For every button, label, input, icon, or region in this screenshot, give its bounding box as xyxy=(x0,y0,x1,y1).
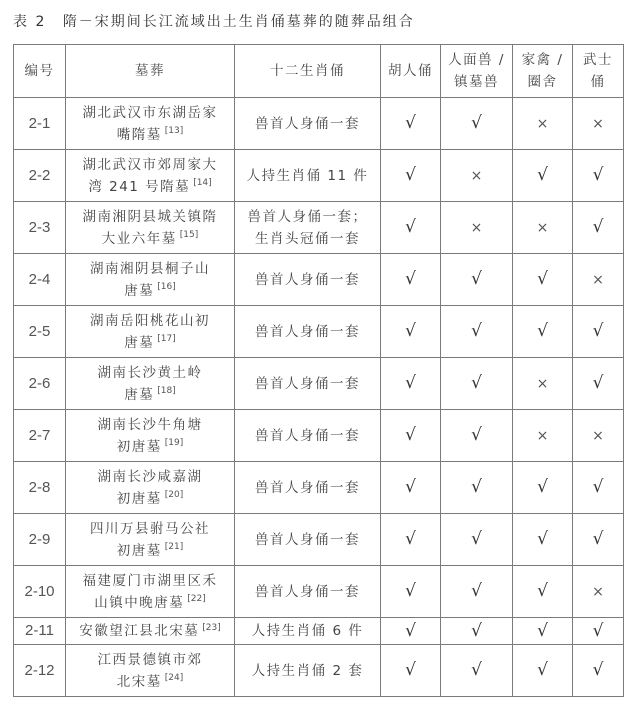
tomb-cell xyxy=(66,98,235,150)
tomb-cell xyxy=(66,358,235,410)
zodiac-cell xyxy=(235,462,381,514)
zodiac-cell xyxy=(235,514,381,566)
check-icon: √ xyxy=(471,529,482,549)
check-icon: √ xyxy=(537,529,548,549)
check-icon: √ xyxy=(537,269,548,289)
header-zodiac: 十二生肖俑 xyxy=(235,45,381,98)
zodiac-cell xyxy=(235,618,381,645)
check-icon: √ xyxy=(592,620,604,641)
check-icon: √ xyxy=(405,477,416,497)
check-icon: √ xyxy=(471,477,482,497)
hu-cell xyxy=(381,410,441,462)
tomb-line1: 湖北武汉市东湖岳家 xyxy=(82,104,218,121)
zodiac-line1: 兽首人身俑一套 xyxy=(255,479,360,496)
reference-citation: [15] xyxy=(179,230,199,240)
table-title: 隋－宋期间长江流域出土生肖俑墓葬的随葬品组合 xyxy=(62,14,415,30)
row-id: 2-4 xyxy=(14,254,66,306)
reference-citation: [16] xyxy=(157,282,176,292)
poultry-cell xyxy=(513,514,573,566)
poultry-cell xyxy=(513,462,573,514)
warrior-cell xyxy=(573,150,624,202)
tomb-cell xyxy=(66,254,235,306)
header-beast-line2: 镇墓兽 xyxy=(454,74,499,90)
zodiac-cell xyxy=(235,254,381,306)
check-icon: √ xyxy=(471,113,482,133)
beast-cell xyxy=(441,358,513,410)
zodiac-cell xyxy=(235,645,381,697)
check-icon: √ xyxy=(592,321,604,341)
warrior-cell xyxy=(573,358,624,410)
zodiac-cell xyxy=(235,410,381,462)
tomb-line2: 北宋墓 xyxy=(116,673,162,690)
warrior-cell xyxy=(573,254,624,306)
zodiac-line1: 兽首人身俑一套 xyxy=(255,583,360,600)
hu-cell xyxy=(381,645,441,697)
poultry-cell xyxy=(513,150,573,202)
zodiac-line1: 兽首人身俑一套 xyxy=(255,427,360,444)
check-icon: √ xyxy=(405,660,416,680)
beast-cell xyxy=(441,618,513,645)
hu-cell xyxy=(381,566,441,618)
tomb-line2: 初唐墓 xyxy=(116,542,162,559)
tomb-line1: 江西景德镇市郊 xyxy=(97,651,203,668)
beast-cell xyxy=(441,254,513,306)
tomb-cell xyxy=(66,410,235,462)
poultry-cell xyxy=(513,566,573,618)
check-icon: √ xyxy=(471,373,482,393)
header-warrior-line1: 武士 xyxy=(583,52,613,68)
beast-cell xyxy=(441,645,513,697)
table-row xyxy=(14,514,624,566)
tomb-line1: 湖南湘阴县桐子山 xyxy=(90,260,210,277)
check-icon: √ xyxy=(471,321,482,341)
check-icon: √ xyxy=(537,620,548,641)
table-row xyxy=(14,566,624,618)
cross-icon: × xyxy=(536,115,549,132)
tomb-line2: 山镇中晚唐墓 xyxy=(94,594,185,611)
tomb-line2: 嘴隋墓 xyxy=(116,126,162,143)
header-row xyxy=(14,45,624,98)
check-icon: √ xyxy=(405,373,416,393)
table-row xyxy=(14,150,624,202)
table-body xyxy=(14,98,624,697)
hu-cell xyxy=(381,202,441,254)
tomb-line1: 湖南长沙黄土岭 xyxy=(97,364,203,381)
poultry-cell xyxy=(513,202,573,254)
table-row xyxy=(14,645,624,697)
zodiac-line1: 兽首人身俑一套 xyxy=(255,531,360,548)
tomb-line1: 湖北武汉市郊周家大 xyxy=(82,156,218,173)
beast-cell xyxy=(441,410,513,462)
cross-icon: × xyxy=(536,375,549,392)
row-id: 2-5 xyxy=(14,306,66,358)
tomb-line2: 湾 241 号隋墓 xyxy=(88,178,191,195)
cross-icon: × xyxy=(536,219,549,236)
reference-citation: [13] xyxy=(164,126,184,136)
poultry-cell xyxy=(513,645,573,697)
check-icon: √ xyxy=(537,660,548,680)
tomb-cell xyxy=(66,150,235,202)
warrior-cell xyxy=(573,566,624,618)
row-id: 2-9 xyxy=(14,514,66,566)
beast-cell xyxy=(441,514,513,566)
check-icon: √ xyxy=(592,477,604,497)
check-icon: √ xyxy=(471,581,482,601)
tomb-line1: 湖南长沙牛角塘 xyxy=(97,416,203,433)
tomb-line1: 湖南长沙咸嘉湖 xyxy=(97,468,203,485)
burial-goods-table xyxy=(13,44,624,697)
reference-citation: [19] xyxy=(164,438,184,448)
table-row xyxy=(14,358,624,410)
warrior-cell xyxy=(573,645,624,697)
zodiac-line1: 人持生肖俑 6 件 xyxy=(251,623,364,639)
check-icon: √ xyxy=(405,581,416,601)
hu-cell xyxy=(381,150,441,202)
table-number: 表 2 xyxy=(13,14,47,30)
header-poultry xyxy=(513,45,573,98)
tomb-cell xyxy=(66,202,235,254)
header-beast-line1: 人面兽 / xyxy=(448,52,505,68)
beast-cell xyxy=(441,98,513,150)
check-icon: √ xyxy=(592,660,604,680)
cross-icon: × xyxy=(592,583,604,600)
row-id: 2-11 xyxy=(14,618,66,645)
reference-citation: [23] xyxy=(202,622,221,633)
warrior-cell xyxy=(573,462,624,514)
check-icon: √ xyxy=(592,373,604,393)
warrior-cell xyxy=(573,410,624,462)
tomb-line1: 湖南岳阳桃花山初 xyxy=(90,312,210,329)
reference-citation: [22] xyxy=(187,594,206,604)
tomb-cell xyxy=(66,618,235,645)
reference-citation: [14] xyxy=(193,178,212,188)
cross-icon: × xyxy=(470,219,483,236)
check-icon: √ xyxy=(405,165,416,185)
check-icon: √ xyxy=(537,321,548,341)
tomb-cell xyxy=(66,566,235,618)
hu-cell xyxy=(381,98,441,150)
tomb-line2: 唐墓 xyxy=(124,282,155,299)
check-icon: √ xyxy=(471,425,482,445)
poultry-cell xyxy=(513,306,573,358)
beast-cell xyxy=(441,462,513,514)
reference-citation: [21] xyxy=(164,542,184,552)
zodiac-cell xyxy=(235,202,381,254)
tomb-line1: 湖南湘阴县城关镇隋 xyxy=(82,208,218,225)
tomb-line1: 四川万县驸马公社 xyxy=(90,520,210,537)
hu-cell xyxy=(381,514,441,566)
row-id: 2-2 xyxy=(14,150,66,202)
tomb-line2: 初唐墓 xyxy=(116,438,162,455)
check-icon: √ xyxy=(592,529,604,549)
check-icon: √ xyxy=(405,217,416,237)
check-icon: √ xyxy=(405,425,416,445)
table-row xyxy=(14,254,624,306)
tomb-line2: 大业六年墓 xyxy=(101,230,177,247)
row-id: 2-7 xyxy=(14,410,66,462)
row-id: 2-3 xyxy=(14,202,66,254)
check-icon: √ xyxy=(405,529,416,549)
row-id: 2-10 xyxy=(14,566,66,618)
header-warrior xyxy=(573,45,624,98)
reference-citation: [20] xyxy=(164,490,184,500)
cross-icon: × xyxy=(536,427,549,444)
zodiac-line2: 生肖头冠俑一套 xyxy=(255,230,360,247)
cross-icon: × xyxy=(470,167,483,184)
header-tomb: 墓葬 xyxy=(66,45,235,98)
table-row xyxy=(14,98,624,150)
zodiac-line1: 兽首人身俑一套 xyxy=(255,375,360,392)
zodiac-cell xyxy=(235,306,381,358)
row-id: 2-6 xyxy=(14,358,66,410)
header-id: 编号 xyxy=(14,45,66,98)
poultry-cell xyxy=(513,254,573,306)
warrior-cell xyxy=(573,618,624,645)
row-id: 2-8 xyxy=(14,462,66,514)
poultry-cell xyxy=(513,358,573,410)
header-beast xyxy=(441,45,513,98)
tomb-cell xyxy=(66,645,235,697)
zodiac-cell xyxy=(235,98,381,150)
poultry-cell xyxy=(513,618,573,645)
cross-icon: × xyxy=(592,427,604,444)
cross-icon: × xyxy=(592,115,604,132)
zodiac-line1: 兽首人身俑一套； xyxy=(247,208,368,225)
row-id: 2-12 xyxy=(14,645,66,697)
beast-cell xyxy=(441,306,513,358)
check-icon: √ xyxy=(537,165,548,185)
tomb-line2: 唐墓 xyxy=(124,334,155,351)
header-poultry-line2: 圈舍 xyxy=(527,74,558,90)
hu-cell xyxy=(381,254,441,306)
table-row xyxy=(14,306,624,358)
header-hu: 胡人俑 xyxy=(381,45,441,98)
poultry-cell xyxy=(513,98,573,150)
beast-cell xyxy=(441,566,513,618)
tomb-cell xyxy=(66,514,235,566)
check-icon: √ xyxy=(405,321,416,341)
tomb-line1: 安徽望江县北宋墓 xyxy=(79,623,200,639)
reference-citation: [17] xyxy=(157,334,176,344)
table-row xyxy=(14,618,624,645)
check-icon: √ xyxy=(592,165,604,185)
tomb-cell xyxy=(66,306,235,358)
zodiac-line1: 人持生肖俑 11 件 xyxy=(246,167,369,184)
warrior-cell xyxy=(573,514,624,566)
beast-cell xyxy=(441,150,513,202)
check-icon: √ xyxy=(405,113,416,133)
table-row xyxy=(14,462,624,514)
hu-cell xyxy=(381,462,441,514)
reference-citation: [18] xyxy=(157,386,176,396)
tomb-line2: 唐墓 xyxy=(124,386,155,403)
table-row xyxy=(14,202,624,254)
zodiac-cell xyxy=(235,150,381,202)
zodiac-line1: 兽首人身俑一套 xyxy=(255,323,360,340)
header-poultry-line1: 家禽 / xyxy=(521,52,564,68)
poultry-cell xyxy=(513,410,573,462)
zodiac-line1: 兽首人身俑一套 xyxy=(255,115,360,132)
check-icon: √ xyxy=(405,269,416,289)
header-warrior-line2: 俑 xyxy=(590,74,606,90)
check-icon: √ xyxy=(537,581,548,601)
tomb-line2: 初唐墓 xyxy=(116,490,162,507)
tomb-line1: 福建厦门市湖里区禾 xyxy=(82,572,218,589)
zodiac-cell xyxy=(235,566,381,618)
cross-icon: × xyxy=(592,271,604,288)
hu-cell xyxy=(381,306,441,358)
table-caption xyxy=(13,11,415,31)
zodiac-cell xyxy=(235,358,381,410)
zodiac-line1: 人持生肖俑 2 套 xyxy=(251,662,364,679)
table-row xyxy=(14,410,624,462)
hu-cell xyxy=(381,618,441,645)
check-icon: √ xyxy=(537,477,548,497)
zodiac-line1: 兽首人身俑一套 xyxy=(255,271,360,288)
tomb-cell xyxy=(66,462,235,514)
check-icon: √ xyxy=(592,217,604,237)
check-icon: √ xyxy=(471,660,482,680)
warrior-cell xyxy=(573,306,624,358)
check-icon: √ xyxy=(471,269,482,289)
warrior-cell xyxy=(573,202,624,254)
hu-cell xyxy=(381,358,441,410)
check-icon: √ xyxy=(471,620,482,641)
reference-citation: [24] xyxy=(164,673,184,683)
row-id: 2-1 xyxy=(14,98,66,150)
beast-cell xyxy=(441,202,513,254)
warrior-cell xyxy=(573,98,624,150)
check-icon: √ xyxy=(405,620,416,641)
